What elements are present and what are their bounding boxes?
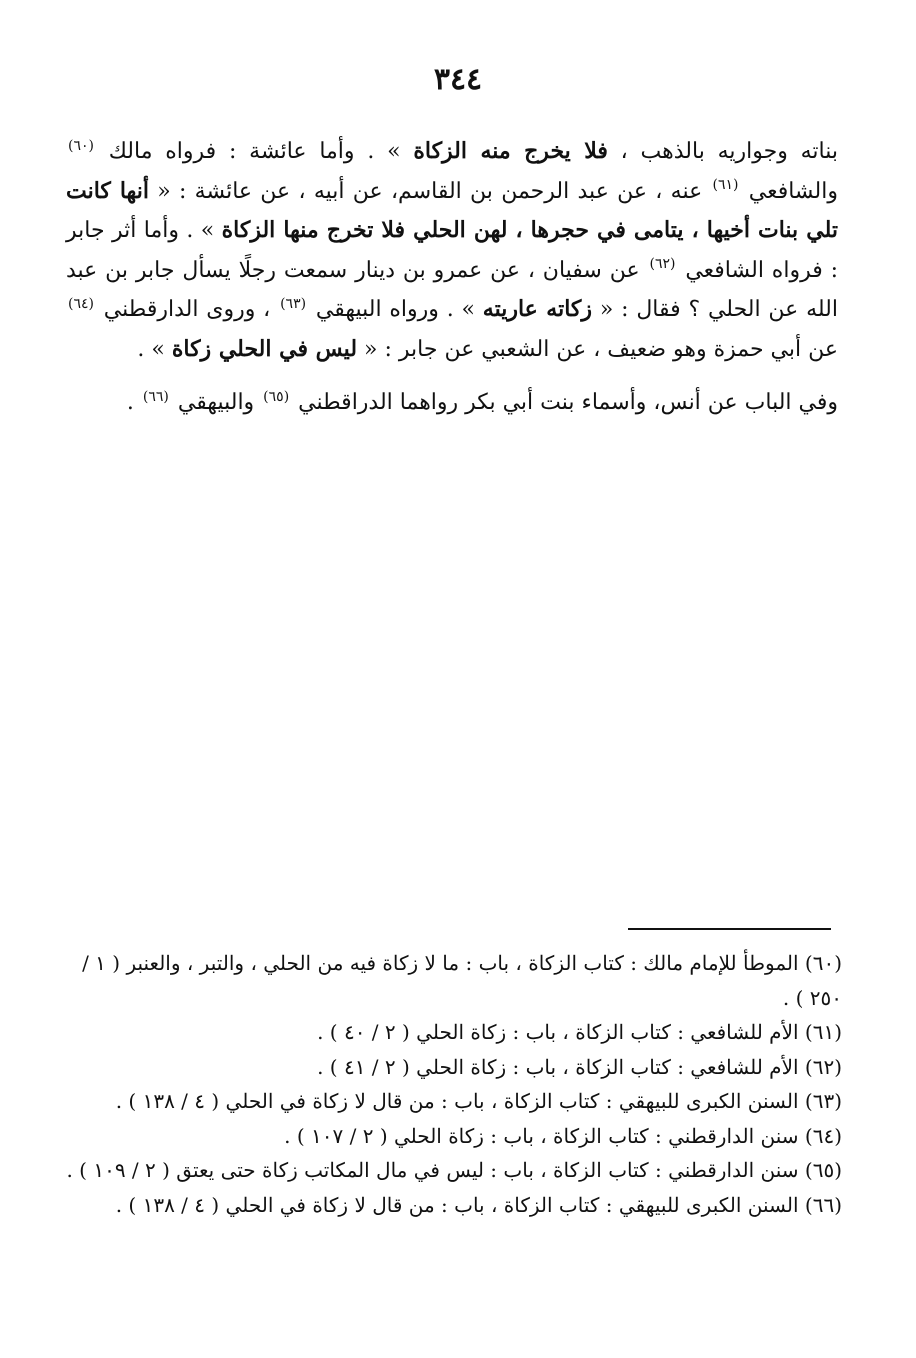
text-segment: عنه ، عن عبد الرحمن بن القاسم، عن أبيه ، عن عائشة : « <box>148 178 711 204</box>
bold-quote: زكاته عاريته <box>482 296 593 322</box>
text-segment: » . وأما أثر جابر : فرواه الشافعي <box>66 218 838 283</box>
footnote-65: (٦٥) سنن الدارقطني : كتاب الزكاة ، باب : ليس في مال المكاتب زكاة حتى يعتق ( ٢ / ١٠٩ ) . <box>66 1158 842 1182</box>
text-segment: عن سفيان ، عن عمرو بن دينار سمعت رجلًا يسأل جابر بن عبد الله عن الحلي ؟ فقال : « <box>66 257 838 322</box>
text-segment: والبيهقي <box>170 390 262 415</box>
footnote-ref-61[interactable]: (٦١) <box>712 177 739 194</box>
text-segment: عن أبي حمزة وهو ضعيف ، عن الشعبي عن جابر : « <box>357 336 838 362</box>
text-segment: » . ورواه البيهقي <box>308 297 483 322</box>
text-segment: » . <box>137 336 172 362</box>
footnote-61: (٦١) الأم للشافعي : كتاب الزكاة ، باب : زكاة الحلي ( ٢ / ٤٠ ) . <box>317 1020 842 1044</box>
text-segment: والشافعي <box>740 178 839 204</box>
footnote-66: (٦٦) السنن الكبرى للبيهقي : كتاب الزكاة ، باب : من قال لا زكاة في الحلي ( ٤ / ١٣٨ ) . <box>115 1192 842 1217</box>
footnote-62: (٦٢) الأم للشافعي : كتاب الزكاة ، باب : زكاة الحلي ( ٢ / ٤١ ) . <box>317 1054 842 1079</box>
footnote-ref-62[interactable]: (٦٢) <box>649 256 676 273</box>
footnote-60: (٦٠) الموطأ للإمام مالك : كتاب الزكاة ، باب : ما لا زكاة فيه من الحلي ، والتبر ، والعنبر ( ١ / ٢٥٠ ) . <box>82 951 842 1010</box>
page-number: ٣٤٤ <box>433 62 483 97</box>
footnote-separator <box>628 928 831 930</box>
text-segment: . <box>126 390 141 415</box>
text-segment: بناته وجواريه بالذهب ، <box>607 139 839 164</box>
paragraph-2 <box>66 383 838 423</box>
footnote-64: (٦٤) سنن الدارقطني : كتاب الزكاة ، باب : زكاة الحلي ( ٢ / ١٠٧ ) . <box>284 1123 842 1148</box>
footnote-ref-63[interactable]: (٦٣) <box>280 295 307 312</box>
text-segment: وفي الباب عن أنس، وأسماء بنت أبي بكر رواهما الدراقطني <box>291 390 838 415</box>
footnote-ref-65[interactable]: (٦٥) <box>263 388 290 405</box>
bold-quote: أنها كانت تلي بنات أخيها ، يتامى في حجرها ، لهن الحلي فلا تخرج منها الزكاة <box>66 177 838 243</box>
bold-quote: ليس في الحلي زكاة <box>171 335 358 362</box>
footnote-ref-60[interactable]: (٦٠) <box>68 137 94 154</box>
bold-quote: فلا يخرج منه الزكاة <box>413 138 608 164</box>
main-text <box>66 132 838 423</box>
text-segment: » . وأما عائشة : فرواه مالك <box>95 139 414 164</box>
footnote-ref-66[interactable]: (٦٦) <box>142 388 169 405</box>
footnotes <box>66 946 842 1222</box>
text-segment: ، وروى الدارقطني <box>95 297 279 322</box>
paragraph-1 <box>66 132 838 369</box>
footnote-ref-64[interactable]: (٦٤) <box>68 295 94 312</box>
footnote-63: (٦٣) السنن الكبرى للبيهقي : كتاب الزكاة ، باب : من قال لا زكاة في الحلي ( ٤ / ١٣٨ ) . <box>115 1089 842 1113</box>
